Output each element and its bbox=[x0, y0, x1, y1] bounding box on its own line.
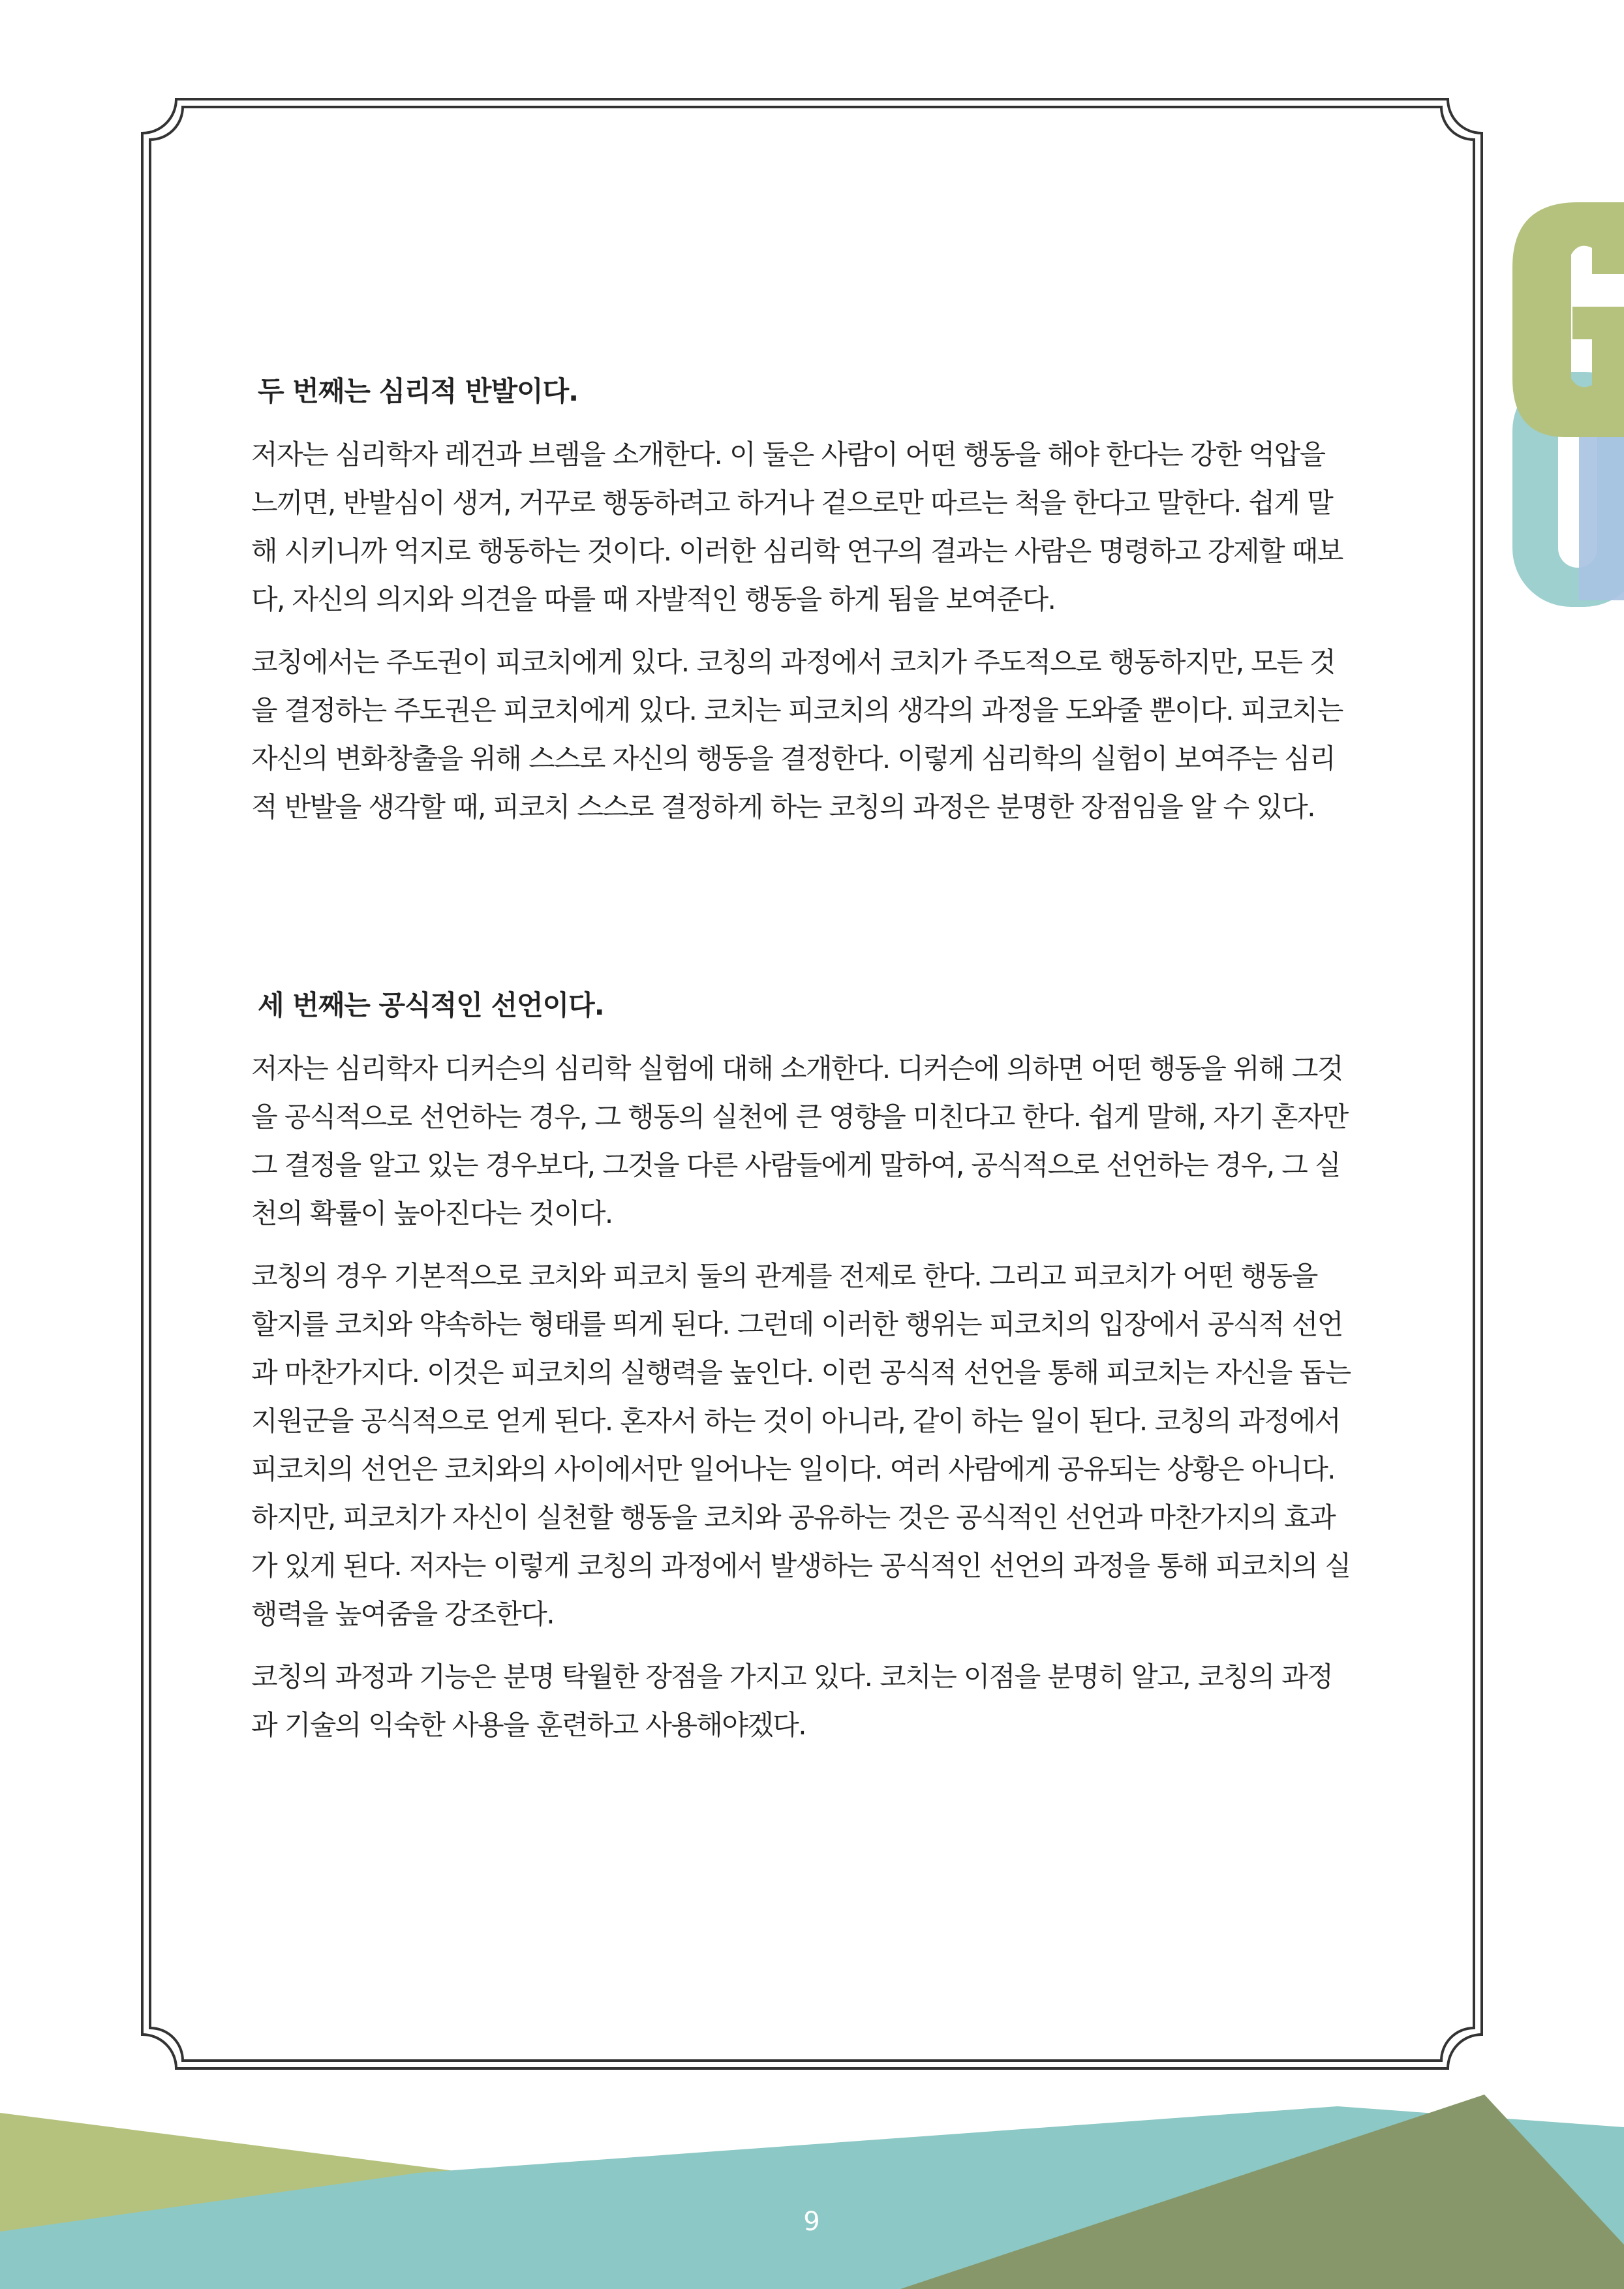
text-line: 적 반발을 생각할 때, 피코치 스스로 결정하게 하는 코칭의 과정은 분명한 장점임을 알 수 있다. bbox=[251, 791, 1315, 823]
paragraph bbox=[251, 1252, 1406, 1638]
page-number: 9 bbox=[803, 2207, 820, 2237]
text-line: 과 기술의 익숙한 사용을 훈련하고 사용해야겠다. bbox=[251, 1709, 806, 1741]
section-heading: 두 번째는 심리적 반발이다. bbox=[258, 375, 579, 407]
text-line: 코칭의 과정과 기능은 분명 탁월한 장점을 가지고 있다. 코치는 이점을 분명히 알고, 코칭의 과정 bbox=[251, 1661, 1333, 1693]
section-public-declaration bbox=[251, 986, 1406, 1749]
text-line: 다, 자신의 의지와 의견을 따를 때 자발적인 행동을 하게 됨을 보여준다. bbox=[251, 583, 1056, 615]
text-line: 코칭의 경우 기본적으로 코치와 피코치 둘의 관계를 전제로 한다. 그리고 피코치가 어떤 행동을 bbox=[251, 1260, 1317, 1292]
section-heading: 세 번째는 공식적인 선언이다. bbox=[258, 989, 604, 1021]
text-line: 을 결정하는 주도권은 피코치에게 있다. 코치는 피코치의 생각의 과정을 도와줄 뿐이다. 피코치는 bbox=[251, 694, 1343, 726]
text-line: 저자는 심리학자 레건과 브렘을 소개한다. 이 둘은 사람이 어떤 행동을 해야 한다는 강한 억압을 bbox=[251, 438, 1325, 470]
paragraph bbox=[251, 638, 1406, 831]
text-line: 그 결정을 알고 있는 경우보다, 그것을 다른 사람들에게 말하여, 공식적으로 선언하는 경우, 그 실 bbox=[251, 1149, 1340, 1181]
text-line: 할지를 코치와 약속하는 형태를 띄게 된다. 그런데 이러한 행위는 피코치의 입장에서 공식적 선언 bbox=[251, 1308, 1343, 1340]
section-psychological-reactance bbox=[251, 372, 1406, 831]
text-line: 가 있게 된다. 저자는 이렇게 코칭의 과정에서 발생하는 공식적인 선언의 과정을 통해 피코치의 실 bbox=[251, 1550, 1351, 1582]
text-line: 하지만, 피코치가 자신이 실천할 행동을 코치와 공유하는 것은 공식적인 선언과 마찬가지의 효과 bbox=[251, 1501, 1335, 1533]
text-line: 자신의 변화창출을 위해 스스로 자신의 행동을 결정한다. 이렇게 심리학의 실험이 보여주는 심리 bbox=[251, 743, 1335, 775]
text-line: 느끼면, 반발심이 생겨, 거꾸로 행동하려고 하거나 겉으로만 따르는 척을 한다고 말한다. 쉽게 말 bbox=[251, 487, 1333, 519]
text-line: 과 마찬가지다. 이것은 피코치의 실행력을 높인다. 이런 공식적 선언을 통해 피코치는 자신을 돕는 bbox=[251, 1357, 1351, 1389]
paragraph bbox=[251, 1045, 1406, 1238]
text-line: 행력을 높여줌을 강조한다. bbox=[251, 1598, 554, 1630]
text-line: 저자는 심리학자 디커슨의 심리학 실험에 대해 소개한다. 디커슨에 의하면 어떤 행동을 위해 그것 bbox=[251, 1052, 1343, 1084]
text-line: 을 공식적으로 선언하는 경우, 그 행동의 실천에 큰 영향을 미친다고 한다. 쉽게 말해, 자기 혼자만 bbox=[251, 1101, 1348, 1133]
text-line: 지원군을 공식적으로 얻게 된다. 혼자서 하는 것이 아니라, 같이 하는 일이 된다. 코칭의 과정에서 bbox=[251, 1405, 1340, 1437]
paragraph bbox=[251, 431, 1406, 624]
section-spacer bbox=[251, 846, 1406, 986]
paragraph bbox=[251, 1653, 1406, 1749]
page-content bbox=[251, 372, 1406, 1764]
text-line: 해 시키니까 억지로 행동하는 것이다. 이러한 심리학 연구의 결과는 사람은 명령하고 강제할 때보 bbox=[251, 535, 1343, 567]
text-line: 코칭에서는 주도권이 피코치에게 있다. 코칭의 과정에서 코치가 주도적으로 행동하지만, 모든 것 bbox=[251, 646, 1335, 678]
text-line: 천의 확률이 높아진다는 것이다. bbox=[251, 1197, 613, 1229]
text-line: 피코치의 선언은 코치와의 사이에서만 일어나는 일이다. 여러 사람에게 공유되는 상황은 아니다. bbox=[251, 1453, 1335, 1485]
